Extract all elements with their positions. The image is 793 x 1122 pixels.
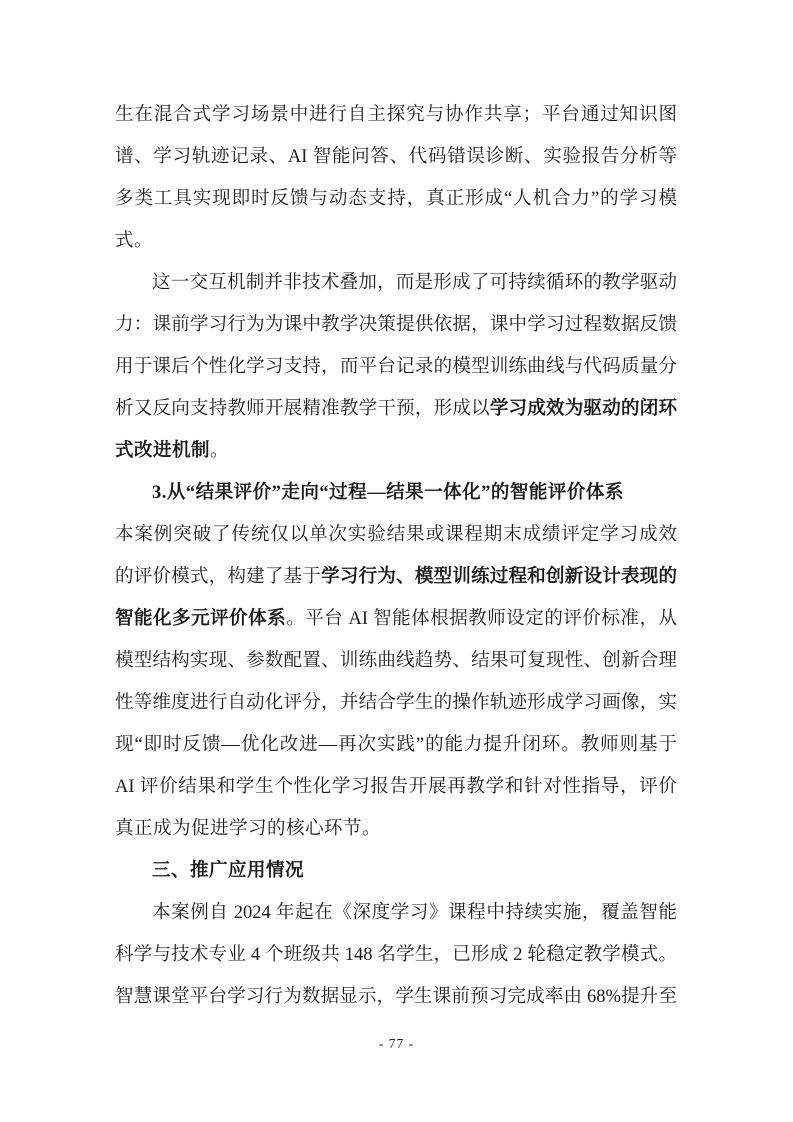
text-run: 多类工具实现即时反馈与动态支持，真正形成“人机合力”的学习模 [115,189,677,209]
text-line [115,178,677,220]
text-line [115,766,677,808]
text-line [115,514,677,556]
paragraph-application-results [115,892,677,1018]
paragraph-platform-tools [115,94,677,262]
text-run: 本案例自 2024 年起在《深度学习》课程中持续实施，覆盖智能 [152,903,677,923]
text-run: 模型结构实现、参数配置、训练曲线趋势、结果可复现性、创新合理 [115,651,677,671]
text-line [115,346,677,388]
text-run: 生在混合式学习场景中进行自主探究与协作共享；平台通过知识图 [115,105,677,125]
bold-text-run: 智能化多元评价体系 [115,609,287,629]
text-run: 。 [210,441,230,461]
text-run: 析又反向支持教师开展精准教学干预，形成以 [115,399,490,419]
bold-text-run: 3.从“结果评价”走向“过程—结果一体化”的智能评价体系 [152,483,624,503]
paragraph-evaluation-system [115,514,677,850]
text-line [115,850,677,892]
text-run: 用于课后个性化学习支持，而平台记录的模型训练曲线与代码质量分 [115,357,677,377]
text-line [115,94,677,136]
text-line [115,220,677,262]
bold-text-run: 三、推广应用情况 [152,861,305,881]
text-run: 这一交互机制并非技术叠加，而是形成了可持续循环的教学驱动 [152,273,677,293]
text-line [115,556,677,598]
text-run: 。平台 AI 智能体根据教师设定的评价标准，从 [286,609,677,629]
text-line [115,934,677,976]
bold-text-run: 学习成效为驱动的闭环 [489,399,677,419]
text-run: AI 评价结果和学生个性化学习报告开展再教学和针对性指导，评价 [115,777,677,797]
text-line [115,598,677,640]
bold-text-run: 式改进机制 [115,441,211,461]
text-run: 科学与技术专业 4 个班级共 148 名学生，已形成 2 轮稳定教学模式。 [115,945,677,965]
text-run: 力：课前学习行为为课中教学决策提供依据，课中学习过程数据反馈 [115,315,677,335]
text-run: 式。 [115,231,154,251]
bold-text-run: 学习行为、模型训练过程和创新设计表现的 [321,567,677,587]
page-number: - 77 - [378,1036,415,1051]
paragraph-interaction-mechanism [115,262,677,472]
text-line [115,640,677,682]
text-line [115,724,677,766]
text-run: 的评价模式，构建了基于 [115,567,322,587]
text-line [115,976,677,1018]
text-run: 智慧课堂平台学习行为数据显示，学生课前预习完成率由 68%提升至 [115,987,677,1007]
text-line [115,430,677,472]
text-line [115,136,677,178]
text-run: 本案例突破了传统仅以单次实验结果或课程期末成绩评定学习成效 [115,525,677,545]
text-line [115,388,677,430]
document-body [115,94,677,1018]
text-line [115,808,677,850]
heading-section-three [115,850,677,892]
text-run: 谱、学习轨迹记录、AI 智能问答、代码错误诊断、实验报告分析等 [115,147,677,167]
text-run: 现“即时反馈—优化改进—再次实践”的能力提升闭环。教师则基于 [115,735,677,755]
text-line [115,682,677,724]
text-line [115,892,677,934]
heading-numbered-3 [115,472,677,514]
text-run: 性等维度进行自动化评分，并结合学生的操作轨迹形成学习画像，实 [115,693,677,713]
text-run: 真正成为促进学习的核心环节。 [115,819,382,839]
text-line [115,472,677,514]
text-line [115,304,677,346]
text-line [115,262,677,304]
